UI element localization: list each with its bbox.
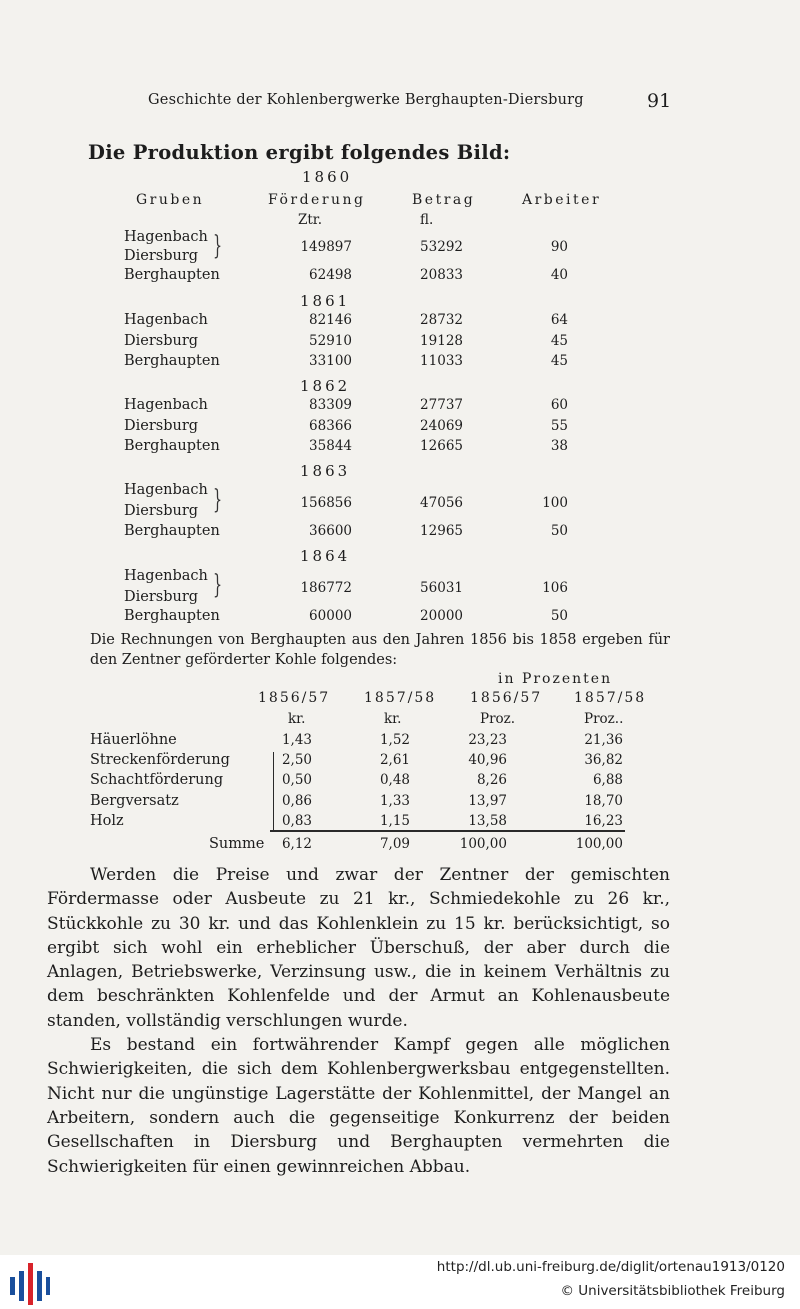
foerderung-value: 33100 — [309, 353, 352, 369]
mine-name: Diersburg — [124, 248, 199, 264]
body-paragraph: Es bestand ein fortwährender Kampf gegen alle möglichen Schwierigkeiten, die sich dem Kohlenbergwerksbau entgegenstellten. Nicht nur die ungünstige Lagerstätte der Kohlenmittel, der Mangel an Arbeitern, sondern auch die gegenseitige Konkurrenz der beiden Gesellschaften in Diersburg und Berghaupten vermehrten die Schwierigkeiten für einen gewinnreichen Abbau. — [47, 1035, 670, 1177]
betrag-value: 53292 — [420, 239, 463, 255]
year-heading: 1862 — [300, 377, 351, 395]
page-number: 91 — [647, 90, 672, 112]
mine-name: Berghaupten — [124, 608, 220, 624]
body-text — [47, 863, 670, 1179]
foerderung-value: 52910 — [309, 333, 352, 349]
betrag-value: 11033 — [420, 353, 463, 369]
arbeiter-value: 38 — [550, 438, 568, 454]
sum-value: 100,00 — [575, 836, 623, 852]
mine-name: Berghaupten — [124, 438, 220, 454]
foerderung-value: 62498 — [309, 267, 352, 283]
body-paragraph: Werden die Preise und zwar der Zentner der gemischten Fördermasse oder Ausbeute zu 21 kr., Schmiedekohle zu 26 kr., Stückkohle zu 30 kr. und das Kohlenklein zu 15 kr. berücksichtigt, so ergibt sich wohl ein erheblicher Überschuß, der aber durch die Anlagen, Betriebswerke, Verzinsung usw., die in keinem Verhältnis zu dem beschränkten Kohlenfelde und der Armut an Kohlenausbeute standen, vollständig verschlungen wurde. — [47, 865, 670, 1031]
betrag-value: 20833 — [420, 267, 463, 283]
ub-freiburg-logo-icon — [10, 1263, 50, 1305]
cost-row-label: Bergversatz — [90, 793, 179, 809]
intro-line: Die Produktion ergibt folgendes Bild: — [88, 141, 511, 164]
cost-value: 0,83 — [281, 813, 312, 829]
cost-row-label: Häuerlöhne — [90, 732, 177, 748]
year-heading: 1861 — [300, 292, 351, 310]
mine-name: Hagenbach — [124, 568, 208, 584]
cost-value: 1,33 — [379, 793, 410, 809]
cost-value: 6,88 — [592, 772, 623, 788]
mine-name: Hagenbach — [124, 482, 208, 498]
foerderung-value: 68366 — [309, 418, 352, 434]
betrag-value: 28732 — [420, 312, 463, 328]
cost-value: 1,43 — [281, 732, 312, 748]
cost-value: 2,50 — [281, 752, 312, 768]
cost-value: 0,50 — [281, 772, 312, 788]
cost-value: 2,61 — [379, 752, 410, 768]
mine-name: Diersburg — [124, 418, 199, 434]
year-heading: 1863 — [300, 462, 351, 480]
cost-value: 0,86 — [281, 793, 312, 809]
sum-value: 7,09 — [379, 836, 410, 852]
sum-rule — [270, 830, 625, 832]
foerderung-value: 36600 — [309, 523, 352, 539]
arbeiter-value: 50 — [550, 608, 568, 624]
percent-group-header: in Prozenten — [498, 671, 613, 687]
column-rule — [273, 752, 274, 830]
cost-value: 1,52 — [379, 732, 410, 748]
sum-label: Summe — [209, 836, 265, 852]
betrag-value: 24069 — [420, 418, 463, 434]
cost-value: 40,96 — [468, 752, 507, 768]
sum-value: 6,12 — [281, 836, 312, 852]
cost-unit: kr. — [288, 711, 306, 727]
cost-value: 36,82 — [584, 752, 623, 768]
arbeiter-value: 100 — [542, 495, 568, 511]
arbeiter-value: 60 — [550, 397, 568, 413]
mine-name: Diersburg — [124, 333, 199, 349]
arbeiter-value: 40 — [550, 267, 568, 283]
cost-row-label: Schachtförderung — [90, 772, 224, 788]
cost-value: 18,70 — [584, 793, 623, 809]
cost-unit: kr. — [384, 711, 402, 727]
source-url[interactable]: http://dl.ub.uni-freiburg.de/diglit/ortenau1913/0120 — [436, 1259, 785, 1275]
column-header-arbeiter: Arbeiter — [522, 192, 602, 208]
foerderung-value: 156856 — [300, 495, 352, 511]
grouping-brace: } — [213, 485, 223, 515]
betrag-value: 12665 — [420, 438, 463, 454]
column-header-foerderung: Förderung — [268, 192, 366, 208]
year-heading: 1860 — [302, 168, 353, 186]
betrag-value: 19128 — [420, 333, 463, 349]
arbeiter-value: 55 — [550, 418, 568, 434]
mine-name: Berghaupten — [124, 353, 220, 369]
cost-value: 23,23 — [468, 732, 507, 748]
betrag-value: 27737 — [420, 397, 463, 413]
arbeiter-value: 106 — [542, 580, 568, 596]
arbeiter-value: 45 — [550, 333, 568, 349]
unit-fl: fl. — [420, 212, 434, 228]
running-head: Geschichte der Kohlenbergwerke Berghaupten-Diersburg — [148, 92, 584, 108]
column-header-gruben: Gruben — [136, 192, 205, 208]
foerderung-value: 149897 — [300, 239, 352, 255]
footer-bar — [0, 1255, 800, 1309]
cost-value: 8,26 — [476, 772, 507, 788]
grouping-brace: } — [213, 570, 223, 600]
cost-value: 16,23 — [584, 813, 623, 829]
column-header-betrag: Betrag — [412, 192, 476, 208]
cost-column-header: 1856/57 — [470, 690, 543, 706]
cost-value: 13,58 — [468, 813, 507, 829]
arbeiter-value: 90 — [550, 239, 568, 255]
cost-value: 0,48 — [379, 772, 410, 788]
betrag-value: 20000 — [420, 608, 463, 624]
sum-value: 100,00 — [459, 836, 507, 852]
cost-row-label: Holz — [90, 813, 124, 829]
cost-column-header: 1857/58 — [574, 690, 647, 706]
cost-value: 1,15 — [379, 813, 410, 829]
copyright-notice: © Universitätsbibliothek Freiburg — [560, 1283, 785, 1299]
cost-unit: Proz. — [480, 711, 516, 727]
cost-value: 13,97 — [468, 793, 507, 809]
foerderung-value: 82146 — [309, 312, 352, 328]
rechnungen-paragraph: Die Rechnungen von Berghaupten aus den Jahren 1856 bis 1858 ergeben für den Zentner geförderter Kohle folgendes: — [90, 632, 670, 668]
betrag-value: 47056 — [420, 495, 463, 511]
cost-column-header: 1857/58 — [364, 690, 437, 706]
foerderung-value: 60000 — [309, 608, 352, 624]
mine-name: Berghaupten — [124, 267, 220, 283]
year-heading: 1864 — [300, 547, 351, 565]
mine-name: Berghaupten — [124, 523, 220, 539]
mine-name: Diersburg — [124, 503, 199, 519]
cost-row-label: Streckenförderung — [90, 752, 230, 768]
cost-value: 21,36 — [584, 732, 623, 748]
arbeiter-value: 50 — [550, 523, 568, 539]
foerderung-value: 35844 — [309, 438, 352, 454]
mine-name: Hagenbach — [124, 312, 208, 328]
cost-unit: Proz.. — [584, 711, 624, 727]
betrag-value: 12965 — [420, 523, 463, 539]
mine-name: Diersburg — [124, 589, 199, 605]
mine-name: Hagenbach — [124, 397, 208, 413]
betrag-value: 56031 — [420, 580, 463, 596]
mine-name: Hagenbach — [124, 229, 208, 245]
grouping-brace: } — [213, 231, 223, 261]
arbeiter-value: 64 — [550, 312, 568, 328]
foerderung-value: 186772 — [300, 580, 352, 596]
unit-ztr: Ztr. — [298, 212, 323, 228]
arbeiter-value: 45 — [550, 353, 568, 369]
cost-column-header: 1856/57 — [258, 690, 331, 706]
foerderung-value: 83309 — [309, 397, 352, 413]
